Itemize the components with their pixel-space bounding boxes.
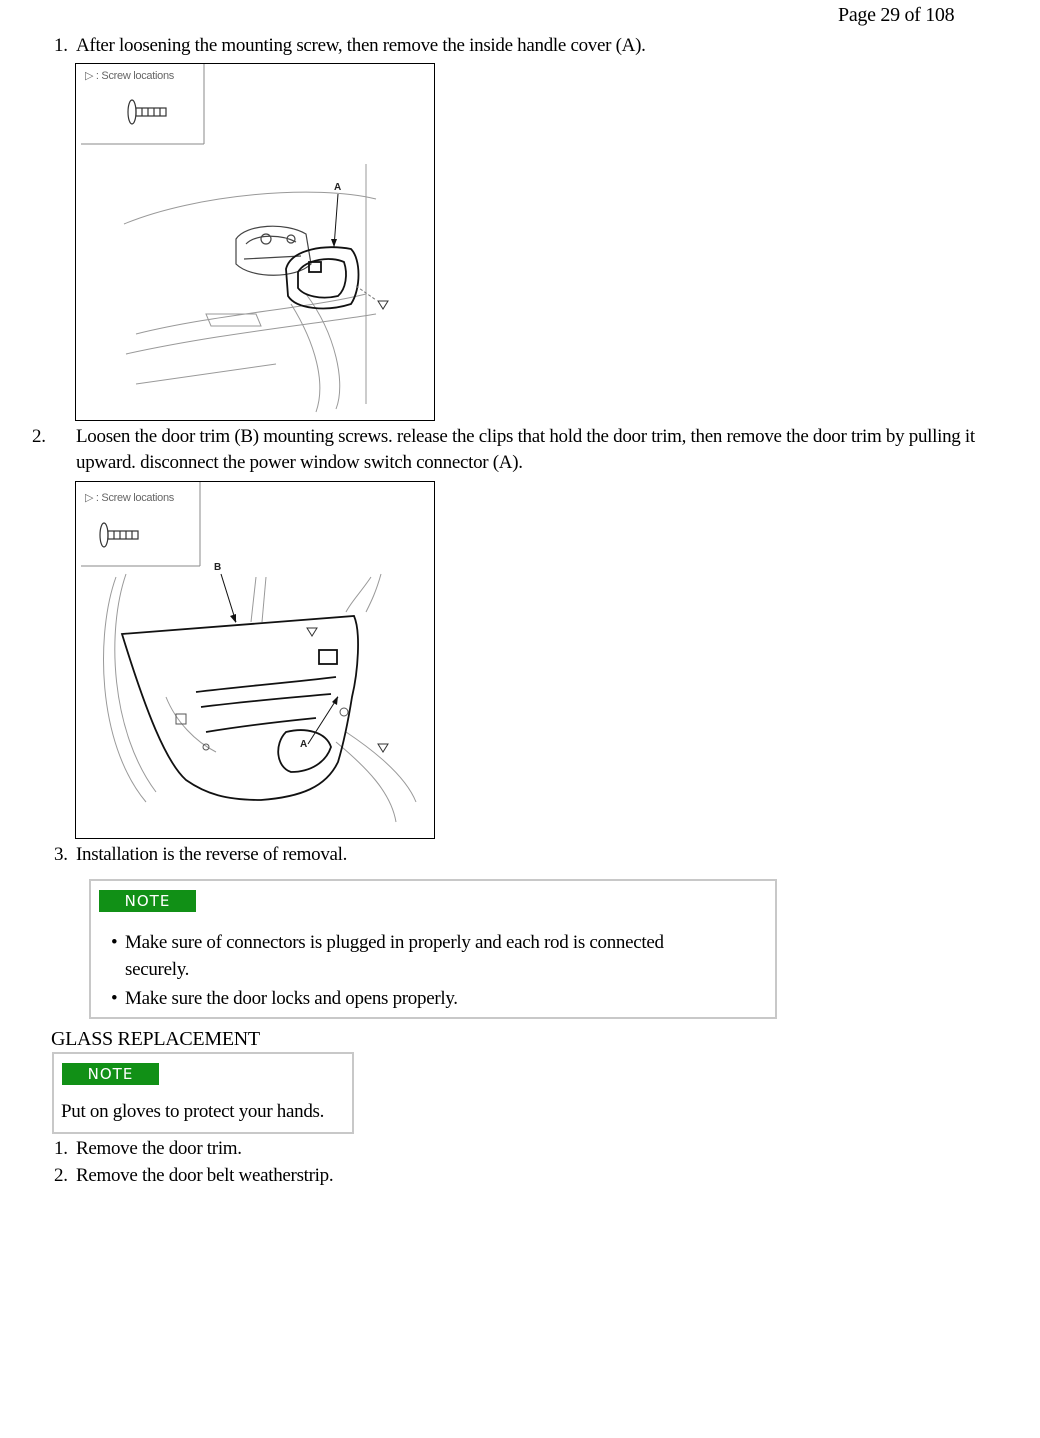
note-item: • Make sure the door locks and opens properly.	[111, 985, 731, 1012]
screw-icon	[128, 100, 166, 124]
figure-door-trim	[75, 481, 435, 839]
note-badge: NOTE	[62, 1063, 159, 1085]
screw-location-marker	[378, 744, 388, 752]
bullet-icon: •	[111, 932, 118, 953]
note-list	[111, 929, 731, 1012]
screw-locations-legend: ▷ : Screw locations	[85, 492, 174, 504]
glass-step-1	[54, 1136, 994, 1162]
door-trim-illustration	[76, 482, 434, 838]
note-text: Put on gloves to protect your hands.	[61, 1101, 325, 1122]
step-text: Remove the door trim.	[76, 1138, 242, 1159]
screw-location-marker	[378, 301, 388, 309]
note-box-gloves	[52, 1052, 354, 1134]
bullet-icon: •	[111, 988, 118, 1009]
handle-housing	[236, 226, 311, 275]
note-badge: NOTE	[99, 890, 196, 912]
note-item: • Make sure of connectors is plugged in properly and each rod is connected securely.	[111, 929, 731, 983]
step-number: 2.	[32, 426, 46, 447]
step-text: Installation is the reverse of removal.	[76, 844, 348, 865]
step-text: After loosening the mounting screw, then remove the inside handle cover (A).	[76, 35, 646, 56]
step-3	[54, 842, 994, 868]
step-number: 2.	[54, 1165, 68, 1186]
section-heading: GLASS REPLACEMENT	[51, 1028, 260, 1050]
door-trim-panel	[122, 616, 358, 800]
callout-a: A	[334, 182, 341, 193]
page-number: Page 29 of 108	[838, 4, 955, 26]
step-1	[54, 33, 994, 59]
step-number: 3.	[54, 844, 68, 865]
screw-locations-legend: ▷ : Screw locations	[85, 70, 174, 82]
step-text: Loosen the door trim (B) mounting screws. release the clips that hold the door trim, then remove the door trim by pulling it upward. disconnect the power window switch connector (A).	[76, 426, 975, 473]
handle-cover-illustration	[76, 64, 434, 420]
glass-step-2	[54, 1163, 994, 1189]
step-number: 1.	[54, 1138, 68, 1159]
door-panel-lines	[124, 164, 376, 412]
note-box	[89, 879, 777, 1019]
step-number: 1.	[54, 35, 68, 56]
callout-a: A	[300, 739, 307, 750]
step-2	[32, 424, 1016, 476]
screw-icon	[100, 523, 138, 547]
figure-inside-handle-cover	[75, 63, 435, 421]
callout-b: B	[214, 562, 221, 573]
step-text: Remove the door belt weatherstrip.	[76, 1165, 334, 1186]
door-frame-lines	[104, 574, 416, 822]
screw-location-marker	[307, 628, 317, 636]
